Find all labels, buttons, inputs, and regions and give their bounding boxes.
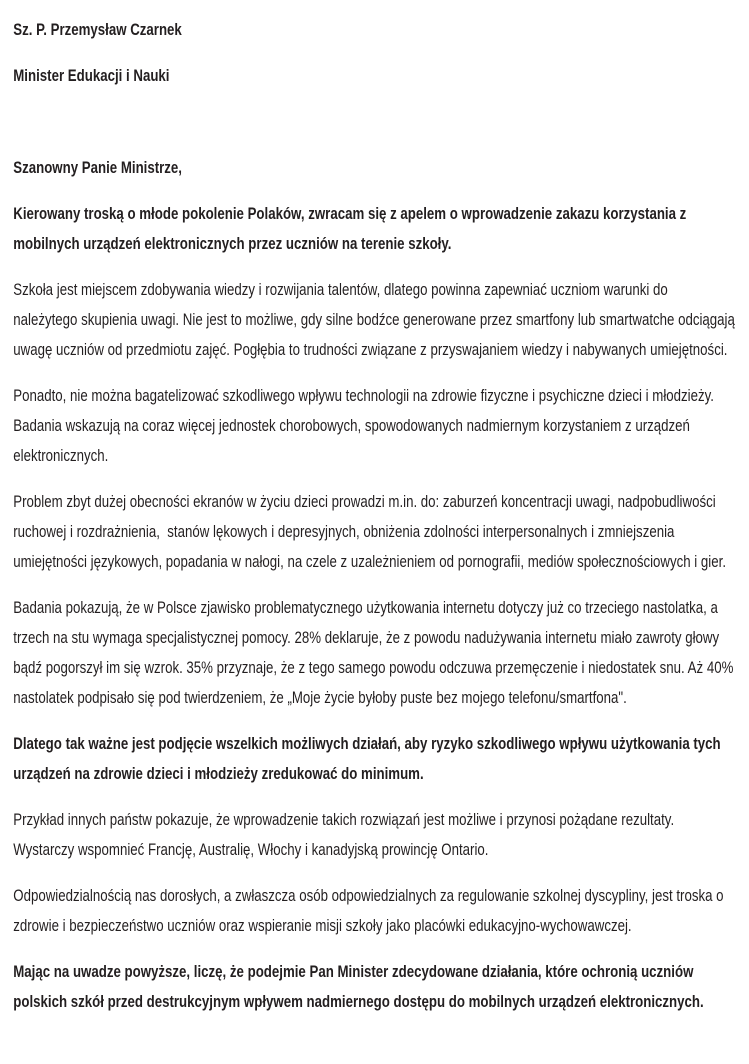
paragraph-adult-responsibility: Odpowiedzialnością nas dorosłych, a zwłaszcza osób odpowiedzialnych za regulowanie szkolnej dyscypliny, jest troska o zdrowie i bezpieczeństwo uczniów oraz wspieranie misji szkoły jako placówki edukacyjno-wychowawczej.	[13, 886, 728, 935]
recipient-title: Minister Edukacji i Nauki	[13, 66, 170, 85]
paragraph-screen-problems: Problem zbyt dużej obecności ekranów w życiu dzieci prowadzi m.in. do: zaburzeń koncentracji uwagi, nadpobudliwości ruchowej i rozdrażnienia, stanów lękowych i depresyjnych, obniżenia zdolności interpersonalnych i zmniejszenia umiejętności językowych, popadania w nałogi, na czele z uzależnieniem od pornografii, mediów społecznościowych i gier.	[13, 492, 727, 571]
paragraph-school-focus: Szkoła jest miejscem zdobywania wiedzy i rozwijania talentów, dlatego powinna zapewniać uczniom warunki do należytego skupienia uwagi. Nie jest to możliwe, gdy silne bodźce generowane przez smartfony lub smartwatche odciągają uwagę uczniów od przedmiotu zajęć. Pogłębia to trudności związane z przyswajaniem wiedzy i nabywanych umiejętności.	[13, 280, 739, 359]
recipient-name: Sz. P. Przemysław Czarnek	[13, 20, 182, 39]
paragraph-appeal: Kierowany troską o młode pokolenie Polaków, zwracam się z apelem o wprowadzenie zakazu korzystania z mobilnych urządzeń elektronicznych przez uczniów na terenie szkoły.	[13, 204, 690, 253]
paragraph-risk-reduction: Dlatego tak ważne jest podjęcie wszelkich możliwych działań, aby ryzyko szkodliwego wpływu użytkowania tych urządzeń na zdrowie dzieci i młodzieży zredukować do minimum.	[13, 734, 725, 783]
blank-line-spacer	[13, 107, 735, 153]
paragraph-other-countries: Przykład innych państw pokazuje, że wprowadzenie takich rozwiązań jest możliwe i przynosi pożądane rezultaty. Wystarczy wspomnieć Francję, Australię, Włochy i kanadyjską prowincję Ontario.	[13, 810, 678, 859]
paragraph-research-statistics: Badania pokazują, że w Polsce zjawisko problematycznego użytkowania internetu dotyczy już co trzeciego nastolatka, a trzech na stu wymaga specjalistycznej pomocy. 28% deklaruje, że z powodu nadużywania internetu miało zawroty głowy bądź pogorszył im się wzrok. 35% przyznaje, że z tego samego powodu odczuwa przemęczenie i niedostatek snu. Aż 40% nastolatek podpisało się pod twierdzeniem, że „Moje życie byłoby puste bez mojego telefonu/smartfona".	[13, 598, 738, 707]
salutation: Szanowny Panie Ministrze,	[13, 158, 182, 177]
paragraph-closing-call: Mając na uwadze powyższe, liczę, że podejmie Pan Minister zdecydowane działania, które ochronią uczniów polskich szkół przed destrukcyjnym wpływem nadmiernego dostępu do mobilnych urządzeń elektronicznych.	[13, 962, 704, 1011]
paragraph-health-impact: Ponadto, nie można bagatelizować szkodliwego wpływu technologii na zdrowie fizyczne i psychiczne dzieci i młodzieży. Badania wskazują na coraz więcej jednostek chorobowych, spowodowanych nadmiernym korzystaniem z urządzeń elektronicznych.	[13, 386, 718, 465]
